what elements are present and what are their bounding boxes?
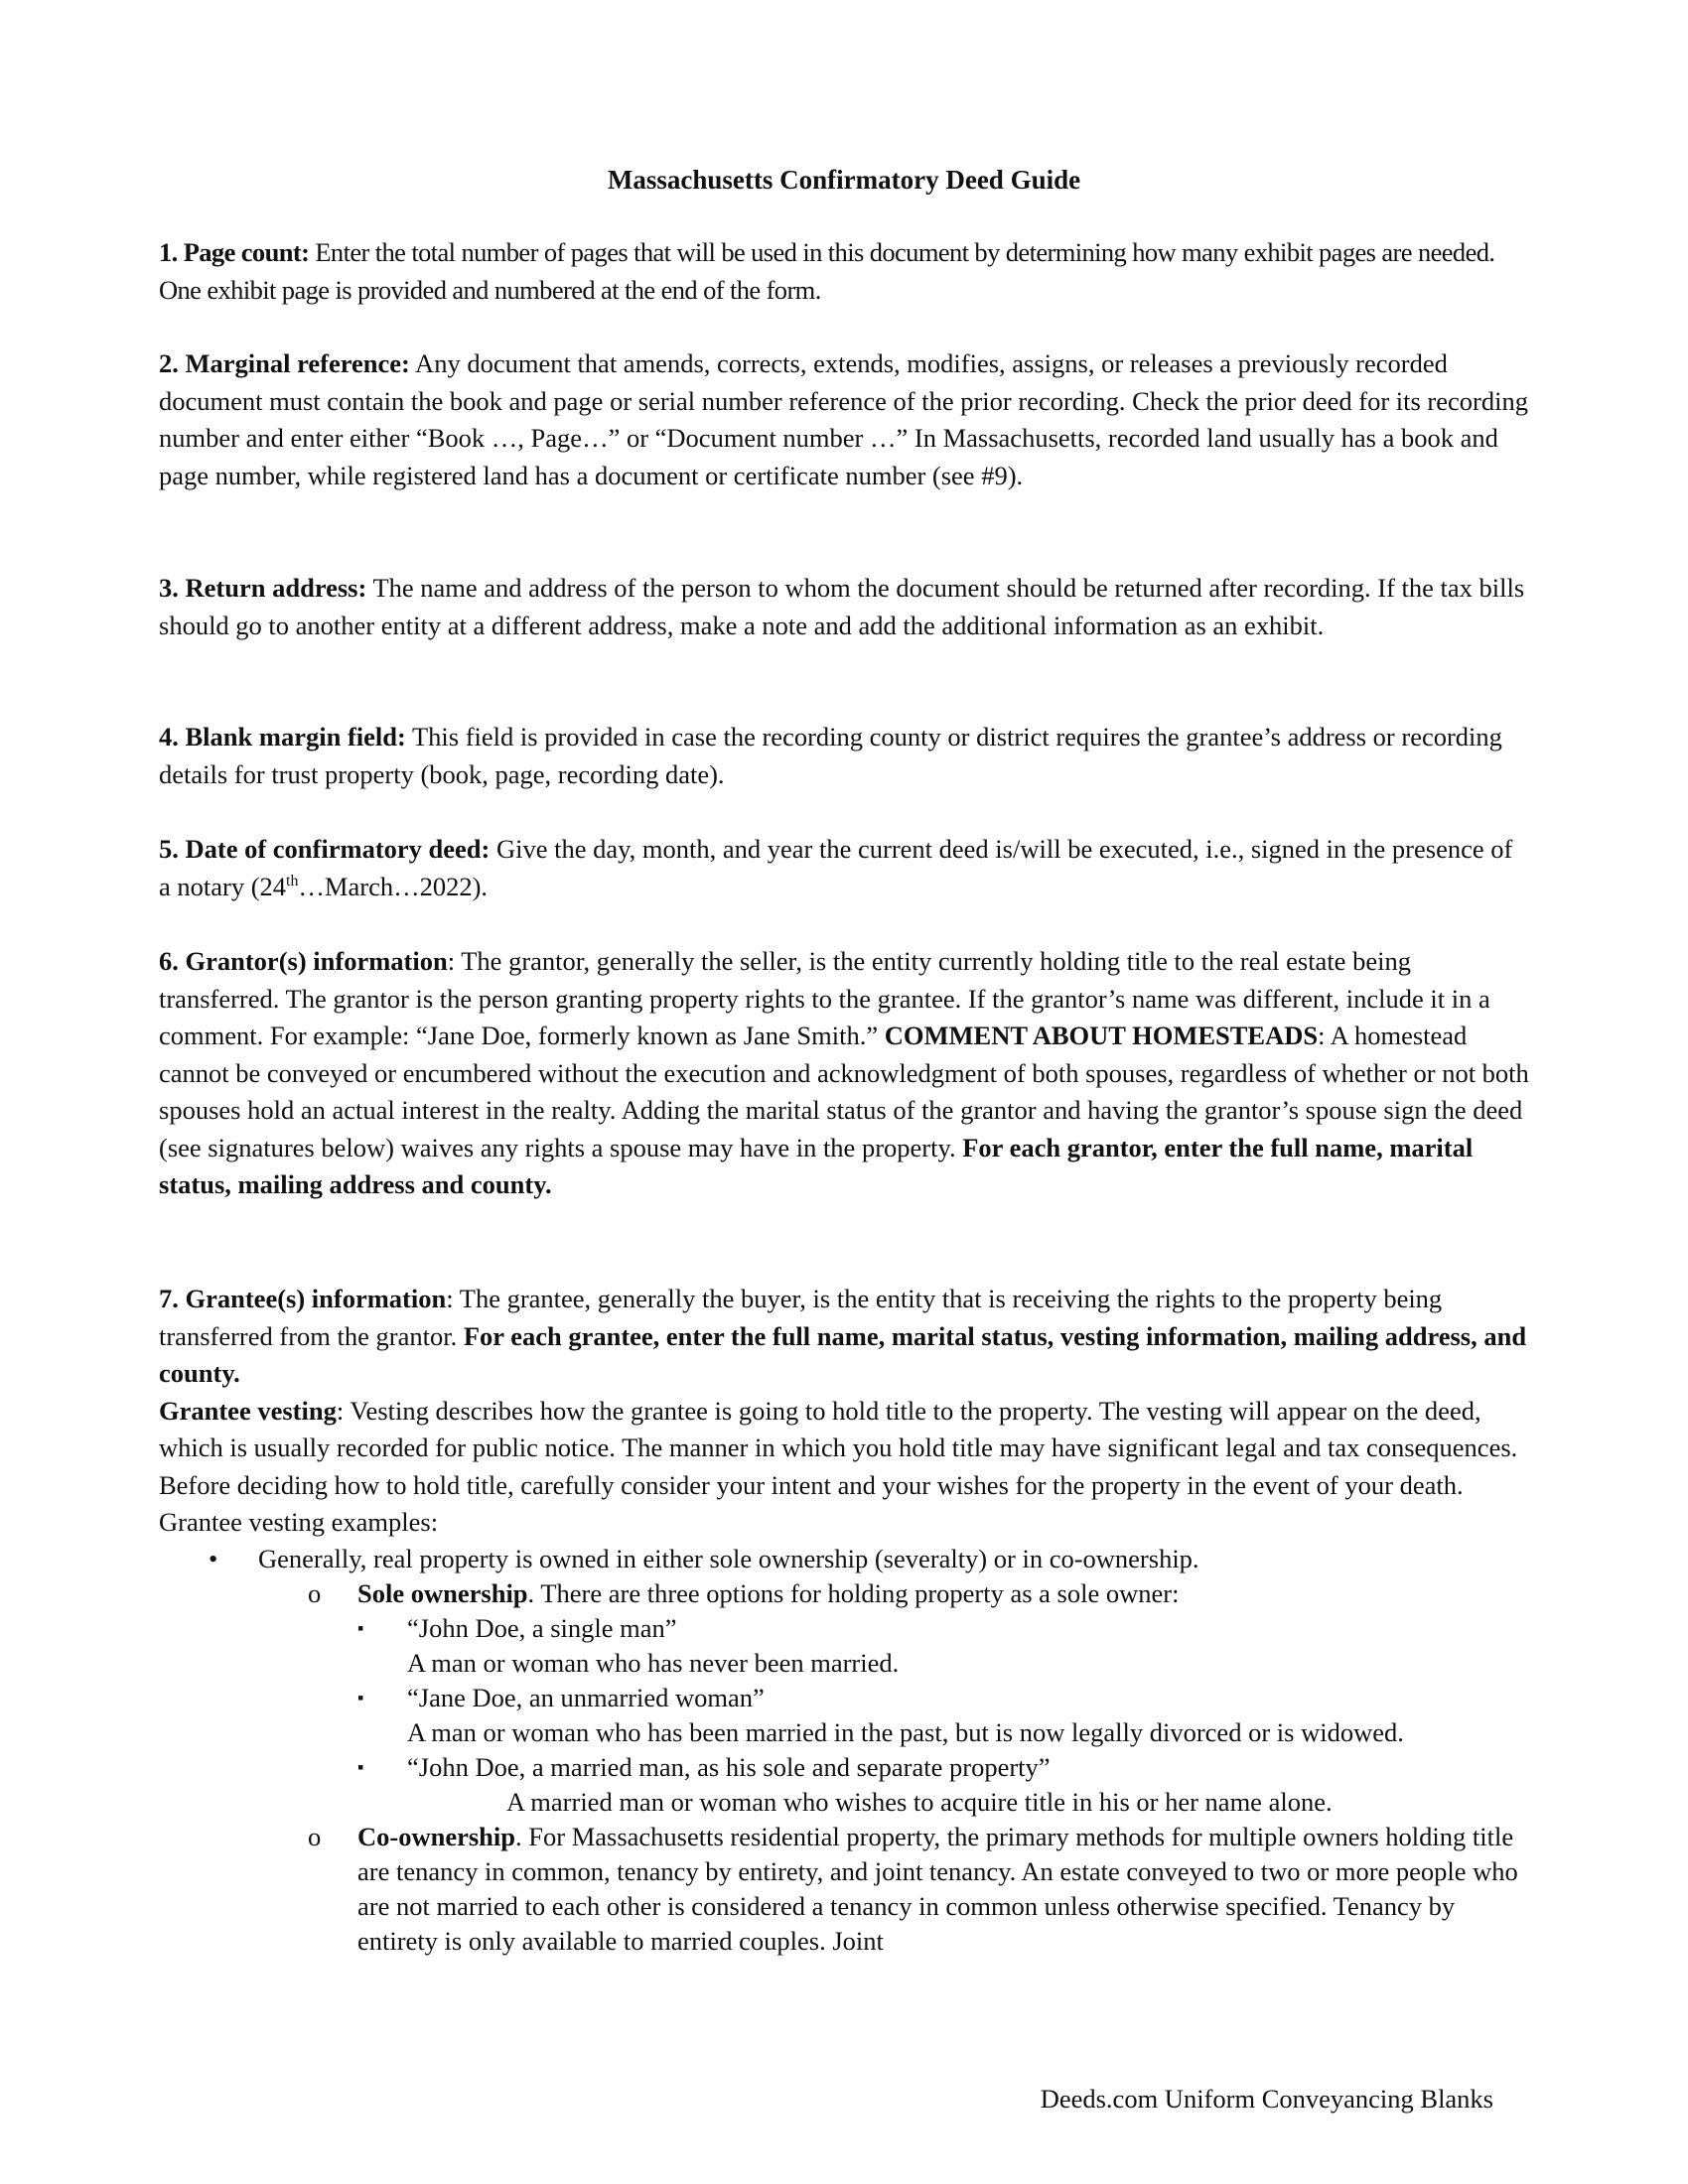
list-item [159, 1542, 1529, 1576]
section-text: : The grantor, generally the seller, is the entity currently holding title to the real estate being transferred. The grantor is the person granting property rights to the grantee. If the grantor’s name was different, include it in a comment. For example: “Jane Doe, formerly known as Jane Smith.” [159, 946, 1490, 1050]
grantor-instruction: For each grantor, enter the full name, marital status, mailing address and county. [159, 1132, 1474, 1199]
option-description: A man or woman who has never been married. [407, 1648, 900, 1678]
section-grantor-information [159, 943, 1529, 1204]
section-text: The name and address of the person to whom the document should be returned after recording. If the tax bills should go to another entity at a different address, make a note and add the additional information as an exhibit. [159, 573, 1525, 640]
section-date-of-deed [159, 831, 1529, 905]
grantee-vesting-text: : Vesting describes how the grantee is going to hold title to the property. The vesting will appear on the deed, which is usually recorded for public notice. The manner in which you hold title may have significant legal and tax consequences. Before deciding how to hold title, carefully consider your intent and your wishes for the property in the event of your death. Grantee vesting examples: [159, 1395, 1518, 1537]
square-bullet-icon: ▪ [357, 1618, 364, 1638]
sole-ownership-label: Sole ownership [357, 1578, 528, 1608]
section-text: This field is provided in case the recording county or district requires the grantee’s address or recording details for trust property (book, page, recording date). [159, 722, 1502, 789]
circle-bullet-icon: o [308, 1578, 322, 1608]
option-text: “John Doe, a single man” [407, 1613, 677, 1643]
section-heading: 7. Grantee(s) information [159, 1284, 447, 1313]
list-item-text: Generally, real property is owned in either sole ownership (severalty) or in co-ownership. [258, 1544, 1199, 1573]
section-text: Any document that amends, corrects, extends, modifies, assigns, or releases a previously recorded document must contain the book and page or serial number reference of the prior recording. Check the prior deed for its recording number and enter either “Book …, Page…” or “Document number …” In Massachusetts, recorded land usually has a book and page number, while registered land has a document or certificate number (see #9). [159, 348, 1528, 490]
section-blank-margin-field [159, 719, 1529, 793]
section-grantee-information [159, 1281, 1529, 1542]
document-title: Massachusetts Confirmatory Deed Guide [607, 165, 1081, 195]
list-item-co-ownership [159, 1820, 1529, 1959]
bullet-icon: • [209, 1544, 218, 1573]
page-footer: Deeds.com Uniform Conveyancing Blanks [1040, 2084, 1493, 2114]
section-page-count [159, 234, 1529, 309]
section-text-end: …March…2022). [298, 871, 489, 901]
list-item-option [159, 1750, 1529, 1785]
section-heading: 5. Date of confirmatory deed: [159, 834, 491, 864]
list-item-sole-ownership [159, 1576, 1529, 1611]
list-item-option [159, 1611, 1529, 1646]
section-text: Enter the total number of pages that will be used in this document by determining how many exhibit pages are needed. One exhibit page is provided and numbered at the end of the form. [159, 237, 1495, 305]
option-description: A married man or woman who wishes to acquire title in his or her name alone. [506, 1787, 1333, 1817]
ordinal-suffix: th [286, 872, 299, 889]
section-heading: 6. Grantor(s) information [159, 946, 448, 976]
section-heading: 1. Page count: [159, 237, 310, 267]
section-text: : The grantee, generally the buyer, is the entity that is receiving the rights to the property being transferred from the grantor. [159, 1284, 1443, 1351]
section-text: Give the day, month, and year the current deed is/will be executed, i.e., signed in the presence of a notary (24 [159, 834, 1513, 901]
option-text: “John Doe, a married man, as his sole and separate property” [407, 1752, 1051, 1782]
grantee-instruction: For each grantee, enter the full name, marital status, vesting information, mailing address, and county. [159, 1320, 1527, 1388]
section-marginal-reference [159, 345, 1529, 494]
section-return-address [159, 570, 1529, 644]
square-bullet-icon: ▪ [357, 1688, 364, 1707]
sole-ownership-text: . There are three options for holding property as a sole owner: [527, 1578, 1180, 1608]
circle-bullet-icon: o [308, 1822, 322, 1851]
option-description: A man or woman who has been married in the past, but is now legally divorced or is widowed. [407, 1717, 1404, 1747]
co-ownership-label: Co-ownership [357, 1822, 516, 1851]
section-heading: 4. Blank margin field: [159, 722, 406, 751]
list-item-option [159, 1681, 1529, 1715]
vesting-examples-list [159, 1542, 1529, 1959]
section-heading: 3. Return address: [159, 573, 367, 603]
homestead-comment-text: : A homestead cannot be conveyed or encumbered without the execution and acknowledgment of both spouses, regardless of whether or not both spouses hold an actual interest in the realty. Adding the marital status of the grantor and having the grantor’s spouse sign the deed (see signatures below) waives any rights a spouse may have in the property. [159, 1021, 1529, 1162]
option-text: “Jane Doe, an unmarried woman” [407, 1683, 765, 1712]
square-bullet-icon: ▪ [357, 1757, 364, 1777]
co-ownership-text: . For Massachusetts residential property, the primary methods for multiple owners holding title are tenancy in common, tenancy by entirety, and joint tenancy. An estate conveyed to two or more people who are not married to each other is considered a tenancy in common unless otherwise specified. Tenancy by entirety is only available to married couples. Joint [357, 1822, 1518, 1956]
section-heading: 2. Marginal reference: [159, 348, 410, 378]
grantee-vesting-label: Grantee vesting [159, 1395, 337, 1426]
homestead-comment-label: COMMENT ABOUT HOMESTEADS [884, 1021, 1319, 1050]
